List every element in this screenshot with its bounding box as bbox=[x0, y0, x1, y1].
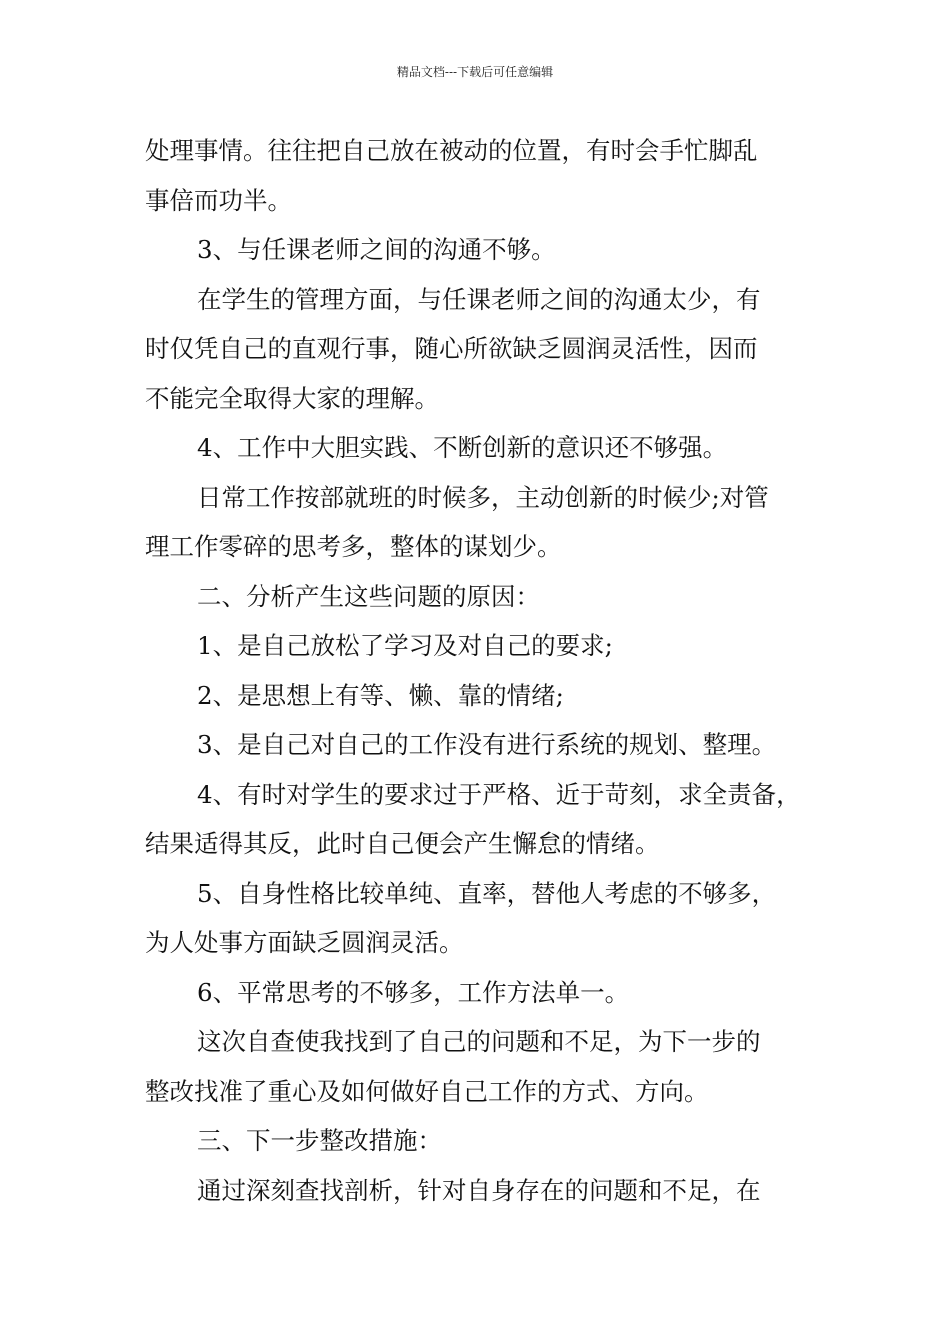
section-heading: 3、与任课老师之间的沟通不够。 bbox=[197, 235, 556, 264]
text-line: 不能完全取得大家的理解。 bbox=[145, 383, 439, 413]
list-item: 2、是思想上有等、懒、靠的情绪; bbox=[197, 680, 564, 710]
text-line: 这次自查使我找到了自己的问题和不足，为下一步的 bbox=[197, 1027, 761, 1056]
page-header: 精品文档---下载后可任意编辑 bbox=[396, 65, 554, 79]
text-line: 结果适得其反，此时自己便会产生懈怠的情绪。 bbox=[145, 829, 660, 858]
section-heading: 三、下一步整改措施： bbox=[197, 1126, 442, 1155]
list-item: 4、有时对学生的要求过于严格、近于苛刻，求全责备， bbox=[197, 779, 801, 809]
text-line: 在学生的管理方面，与任课老师之间的沟通太少，有 bbox=[197, 284, 761, 314]
section-heading: 二、分析产生这些问题的原因： bbox=[197, 581, 540, 611]
list-item: 3、是自己对自己的工作没有进行系统的规划、整理。 bbox=[197, 730, 777, 759]
text-line: 处理事情。往往把自己放在被动的位置，有时会手忙脚乱 bbox=[145, 136, 758, 165]
section-heading: 4、工作中大胆实践、不断创新的意识还不够强。 bbox=[197, 433, 728, 462]
text-line: 事倍而功半。 bbox=[145, 185, 292, 215]
text-line: 理工作零碎的思考多，整体的谋划少。 bbox=[145, 532, 562, 561]
text-line: 日常工作按部就班的时候多，主动创新的时候少;对管 bbox=[197, 482, 769, 512]
list-item: 6、平常思考的不够多，工作方法单一。 bbox=[197, 977, 630, 1007]
text-line: 整改找准了重心及如何做好自己工作的方式、方向。 bbox=[145, 1076, 709, 1106]
list-item: 1、是自己放松了学习及对自己的要求; bbox=[197, 631, 613, 660]
text-line: 通过深刻查找剖析，针对自身存在的问题和不足，在 bbox=[197, 1175, 761, 1205]
text-line: 时仅凭自己的直观行事，随心所欲缺乏圆润灵活性，因而 bbox=[145, 334, 758, 363]
text-line: 为人处事方面缺乏圆润灵活。 bbox=[145, 928, 464, 957]
list-item: 5、自身性格比较单纯、直率，替他人考虑的不够多， bbox=[197, 878, 777, 908]
document-body bbox=[145, 126, 810, 1215]
